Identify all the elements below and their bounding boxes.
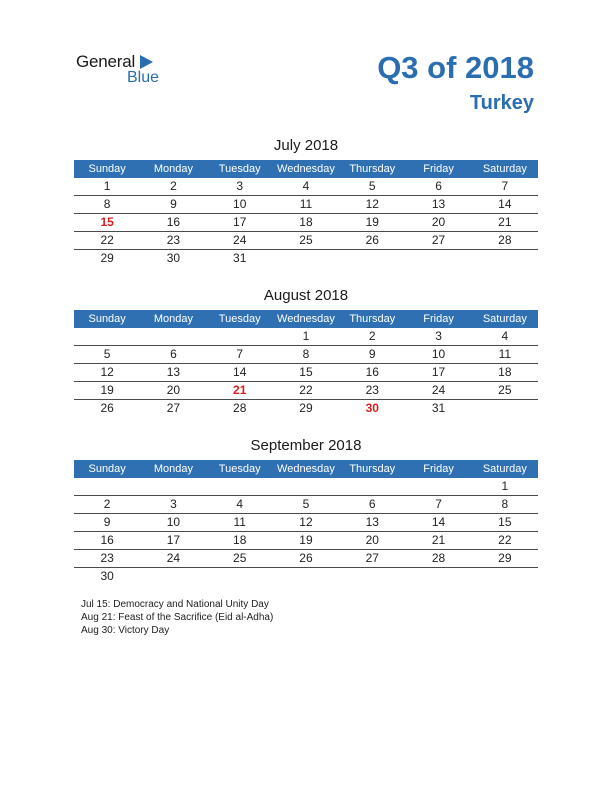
day-cell: 27: [365, 551, 379, 565]
day-cell: 30: [365, 401, 379, 415]
calendar-grid: [74, 478, 538, 585]
day-cell: 30: [100, 569, 114, 583]
day-cell: 17: [166, 533, 181, 547]
week-row: [74, 514, 538, 532]
weekday-header: [74, 460, 538, 478]
empty-cell: [405, 250, 471, 267]
day-cell: 3: [435, 329, 442, 343]
empty-cell: [207, 478, 273, 495]
day-cell: 29: [498, 551, 512, 565]
weekday-saturday: Saturday: [482, 163, 527, 175]
day-cell: 8: [501, 497, 509, 511]
day-cell: 13: [431, 197, 446, 211]
weekday-thursday: Thursday: [349, 163, 396, 175]
weekday-tuesday: Tuesday: [218, 463, 261, 475]
empty-cell: [140, 568, 206, 585]
day-cell: 10: [166, 515, 181, 529]
empty-cell: [273, 478, 339, 495]
weekday-monday: Monday: [153, 163, 193, 175]
month-august: [74, 286, 538, 417]
week-row: [74, 196, 538, 214]
day-cell: 14: [498, 197, 512, 211]
logo-blue-text: Blue: [127, 69, 160, 86]
holiday-note: Jul 15: Democracy and National Unity Day: [81, 599, 269, 610]
day-cell: 24: [166, 551, 181, 565]
day-cell: 28: [233, 401, 247, 415]
day-cell: 3: [170, 497, 177, 511]
day-cell: 22: [100, 233, 114, 247]
day-cell: 20: [166, 383, 181, 397]
day-cell: 2: [170, 179, 177, 193]
weekday-header: [74, 310, 538, 328]
empty-cell: [74, 328, 140, 345]
weekday-sunday: Sunday: [88, 463, 126, 475]
day-cell: 30: [166, 251, 181, 265]
week-row: [74, 496, 538, 514]
country-label: Turkey: [469, 92, 534, 114]
day-cell: 10: [431, 347, 446, 361]
page-title: Q3 of 2018: [377, 50, 534, 85]
empty-cell: [140, 478, 206, 495]
empty-cell: [472, 400, 538, 417]
holiday-notes: [81, 598, 273, 637]
holiday-note: Aug 21: Feast of the Sacrifice (Eid al-Adha): [81, 612, 274, 623]
empty-cell: [273, 568, 339, 585]
week-row: [74, 382, 538, 400]
day-cell: 4: [236, 497, 244, 511]
weekday-tuesday: Tuesday: [218, 313, 261, 325]
weekday-saturday: Saturday: [482, 463, 527, 475]
empty-cell: [339, 250, 405, 267]
day-cell: 19: [299, 533, 313, 547]
day-cell: 17: [233, 215, 247, 229]
day-cell: 27: [166, 401, 181, 415]
weekday-monday: Monday: [153, 313, 193, 325]
week-row: [74, 550, 538, 568]
day-cell: 31: [233, 251, 247, 265]
weekday-saturday: Saturday: [482, 313, 527, 325]
week-row: [74, 478, 538, 496]
day-cell: 12: [365, 197, 379, 211]
weekday-friday: Friday: [423, 163, 454, 175]
day-cell: 16: [166, 215, 181, 229]
empty-cell: [405, 568, 471, 585]
day-cell: 2: [368, 329, 376, 343]
day-cell: 24: [431, 383, 446, 397]
day-cell: 29: [100, 251, 114, 265]
day-cell: 8: [302, 347, 310, 361]
logo-triangle-icon: [140, 55, 153, 69]
day-cell: 27: [431, 233, 446, 247]
day-cell: 26: [299, 551, 313, 565]
week-row: [74, 232, 538, 250]
day-cell: 25: [498, 383, 512, 397]
weekday-wednesday: Wednesday: [277, 163, 335, 175]
day-cell: 28: [431, 551, 446, 565]
weekday-thursday: Thursday: [349, 313, 396, 325]
weekday-sunday: Sunday: [88, 163, 126, 175]
weekday-header: [74, 160, 538, 178]
day-cell: 1: [501, 479, 509, 493]
day-cell: 6: [368, 497, 376, 511]
calendar-grid: [74, 328, 538, 417]
day-cell: 13: [166, 365, 181, 379]
empty-cell: [405, 478, 471, 495]
empty-cell: [472, 568, 538, 585]
day-cell: 31: [431, 401, 446, 415]
week-row: [74, 250, 538, 267]
day-cell: 18: [498, 365, 512, 379]
day-cell: 6: [170, 347, 177, 361]
day-cell: 18: [233, 533, 247, 547]
day-cell: 9: [170, 197, 177, 211]
month-title: July 2018: [273, 137, 339, 154]
day-cell: 19: [100, 383, 114, 397]
day-cell: 9: [103, 515, 111, 529]
day-cell: 26: [100, 401, 114, 415]
month-title: August 2018: [263, 287, 349, 304]
week-row: [74, 568, 538, 585]
day-cell: 29: [299, 401, 313, 415]
day-cell: 6: [435, 179, 442, 193]
day-cell: 10: [233, 197, 247, 211]
day-cell: 3: [236, 179, 244, 193]
weekday-friday: Friday: [423, 313, 454, 325]
empty-cell: [339, 568, 405, 585]
week-row: [74, 328, 538, 346]
week-row: [74, 178, 538, 196]
weekday-wednesday: Wednesday: [277, 313, 335, 325]
day-cell: 15: [498, 515, 512, 529]
weekday-monday: Monday: [153, 463, 193, 475]
day-cell: 5: [103, 347, 111, 361]
day-cell: 15: [299, 365, 313, 379]
day-cell: 21: [498, 215, 512, 229]
day-cell: 16: [100, 533, 114, 547]
day-cell: 18: [299, 215, 313, 229]
day-cell: 11: [233, 515, 246, 529]
day-cell: 12: [100, 365, 114, 379]
day-cell: 24: [233, 233, 247, 247]
weekday-wednesday: Wednesday: [277, 463, 335, 475]
week-row: [74, 364, 538, 382]
day-cell: 9: [368, 347, 376, 361]
generalblue-logo: [76, 52, 176, 92]
day-cell: 26: [365, 233, 379, 247]
day-cell: 11: [299, 197, 313, 211]
month-september: [74, 436, 538, 585]
week-row: [74, 346, 538, 364]
day-cell: 23: [365, 383, 379, 397]
day-cell: 14: [233, 365, 247, 379]
day-cell: 8: [103, 197, 111, 211]
day-cell: 17: [431, 365, 446, 379]
day-cell: 20: [431, 215, 446, 229]
day-cell: 22: [299, 383, 313, 397]
week-row: [74, 214, 538, 232]
day-cell: 25: [233, 551, 247, 565]
empty-cell: [273, 250, 339, 267]
logo-general-text: General: [76, 52, 136, 71]
weekday-thursday: Thursday: [349, 463, 396, 475]
day-cell: 7: [501, 179, 509, 193]
day-cell: 13: [365, 515, 379, 529]
empty-cell: [140, 328, 206, 345]
day-cell: 15: [100, 215, 114, 229]
calendar-grid: [74, 178, 538, 267]
day-cell: 1: [302, 329, 310, 343]
day-cell: 5: [368, 179, 376, 193]
day-cell: 4: [501, 329, 509, 343]
day-cell: 23: [166, 233, 181, 247]
empty-cell: [74, 478, 140, 495]
empty-cell: [207, 328, 273, 345]
week-row: [74, 400, 538, 417]
day-cell: 7: [435, 497, 442, 511]
day-cell: 19: [365, 215, 379, 229]
day-cell: 14: [431, 515, 446, 529]
empty-cell: [339, 478, 405, 495]
weekday-friday: Friday: [423, 463, 454, 475]
weekday-tuesday: Tuesday: [218, 163, 261, 175]
day-cell: 25: [299, 233, 313, 247]
day-cell: 12: [299, 515, 313, 529]
day-cell: 21: [233, 383, 247, 397]
day-cell: 22: [498, 533, 512, 547]
weekday-sunday: Sunday: [88, 313, 126, 325]
day-cell: 5: [302, 497, 310, 511]
day-cell: 28: [498, 233, 512, 247]
day-cell: 21: [431, 533, 446, 547]
day-cell: 4: [302, 179, 310, 193]
day-cell: 1: [103, 179, 111, 193]
month-july: [74, 136, 538, 267]
day-cell: 7: [236, 347, 244, 361]
day-cell: 2: [103, 497, 111, 511]
day-cell: 20: [365, 533, 379, 547]
day-cell: 16: [365, 365, 379, 379]
week-row: [74, 532, 538, 550]
empty-cell: [207, 568, 273, 585]
empty-cell: [472, 250, 538, 267]
day-cell: 11: [498, 347, 512, 361]
day-cell: 23: [100, 551, 114, 565]
holiday-note: Aug 30: Victory Day: [81, 625, 170, 636]
month-title: September 2018: [250, 437, 362, 454]
